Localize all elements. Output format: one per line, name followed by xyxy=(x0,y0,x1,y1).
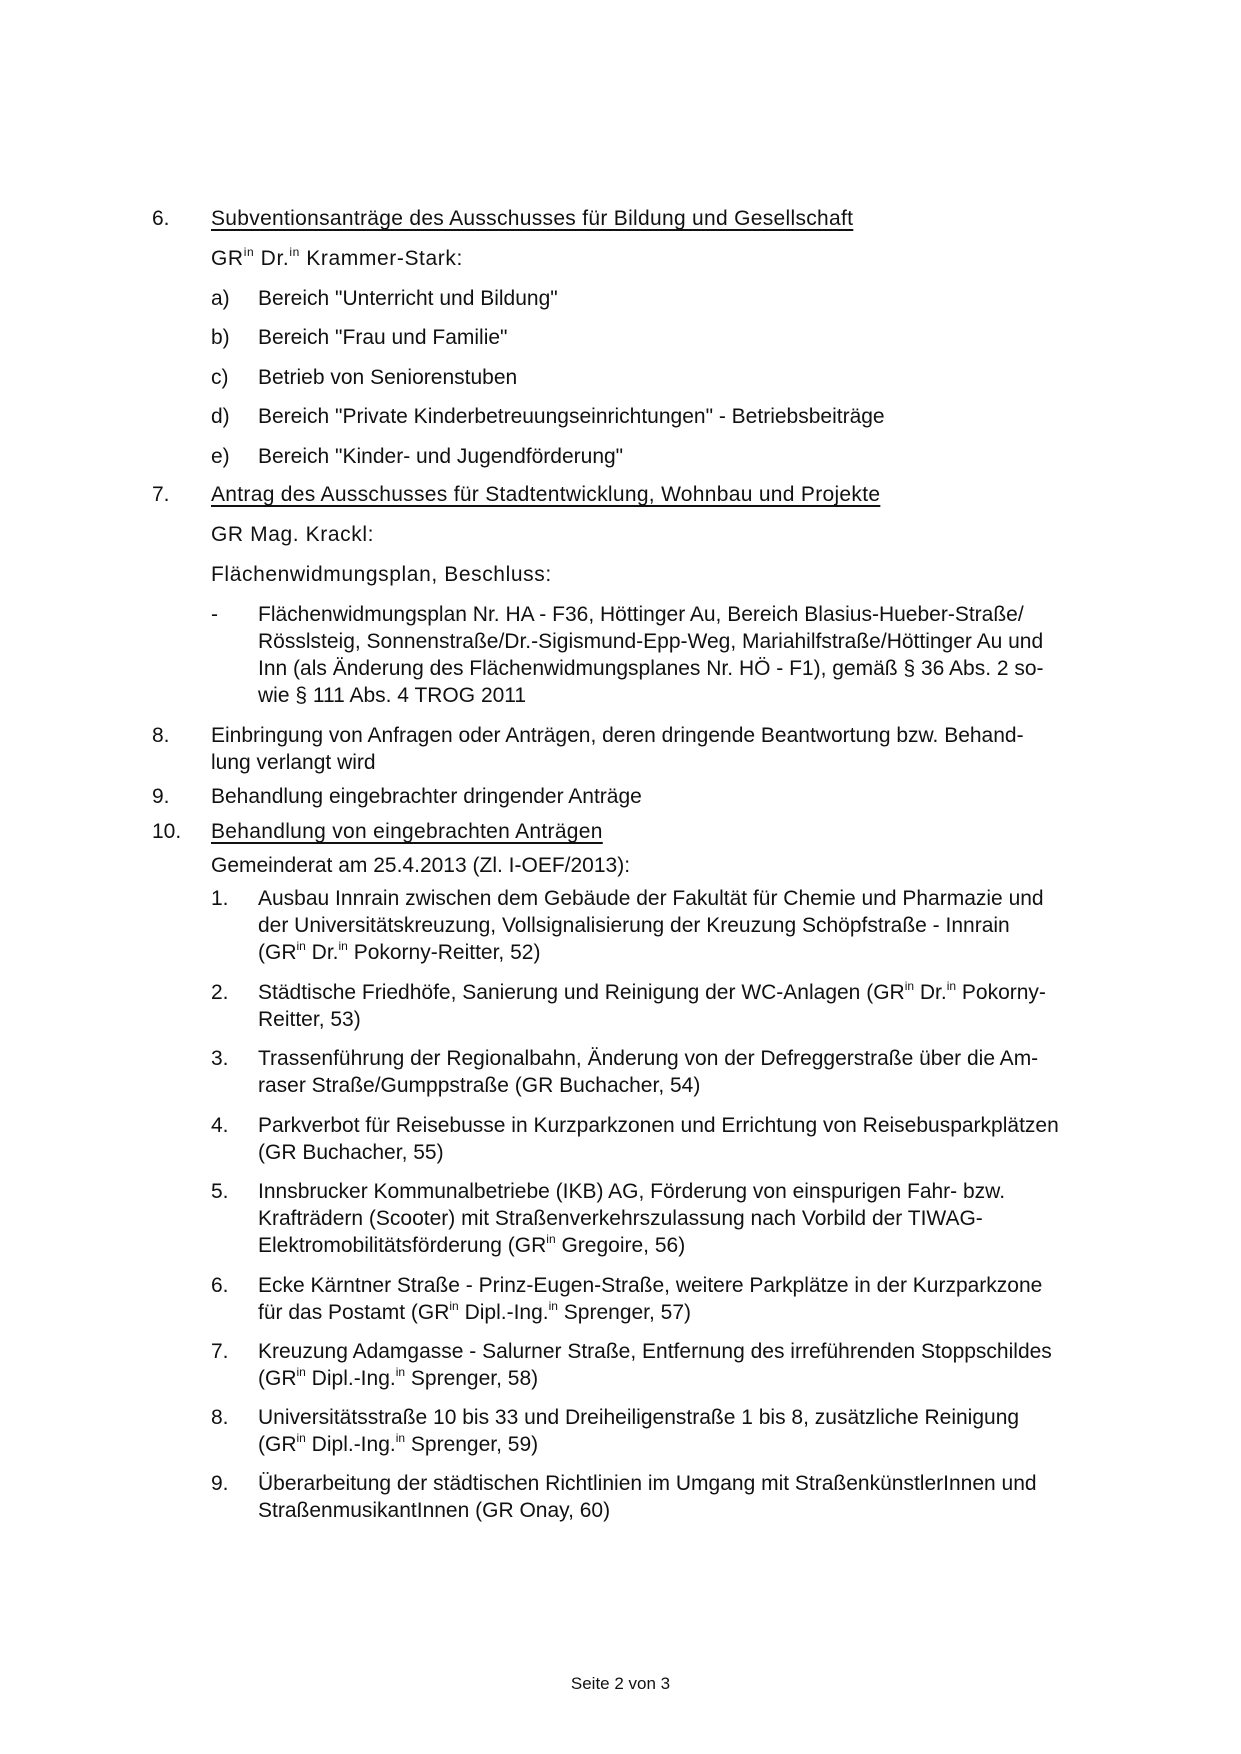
document-page: 6. Subventionsanträge des Ausschusses für Bildung und Gesellschaft $GR^{in}$ Dr.$^{in}$ Krammer-Stark: a) Bereich "Unterricht und Bildung" b) Bereich "Frau und Familie" c) Betrieb von Seniorenstuben d) Bereich "Private Kinderbetreuungseinrichtungen" - Betriebsbeiträge e) Bereich "Kinder- und Jugendförderung" 7. Antrag des Ausschusses für Stadtentwicklung, Wohnbau und Projekte GR Mag. Krackl: Flächenwidmungsplan, Beschluss: - Flächenwidmungsplan Nr. HA - F36, Höttinger Au, Bereich Blasius-Hueber-Straße/ Rösslsteig, Sonnenstraße/Dr.-Sigismund-Epp-Weg, Mariahilfstraße/Höttinger Au und Inn (als Änderung des Flächenwidmungsplanes Nr. HÖ - F1), gemäß § 36 Abs. 2 so- wie § 111 Abs. 4 TROG 2011 8. Einbringung von Anfragen oder Anträgen, deren dringende Beantwortung bzw. Behand- lung verlangt wird 9. Behandlung eingebrachter dringender Anträge 10. Behandlung von eingebrachten Anträgen Gemeinderat am 25.4.2013 (Zl. I-OEF/2013): 1. Ausbau Innrain zwischen dem Gebäude der Fakultät für Chemie und Pharmazie und der Universitätskreuzung, Vollsignalisierung der Kreuzung Schöpfstraße - Innrain ($GR^{in}$ Dr.$^{in}$ Pokorny-Reitter, 52) 2. Städtische Friedhöfe, Sanierung und Reinigung der WC-Anlagen ($GR^{in}$ Dr.$^{in}$ Pokorny- Reitter, 53) 3. Trassenführung der Regionalbahn, Änderung von der Defreggerstraße über die Am- raser Straße/Gumppstraße (GR Buchacher, 54) 4. Parkverbot für Reisebusse in Kurzparkzonen und Errichtung von Reisebusparkplätzen (GR Buchacher, 55) 5. Innsbrucker Kommunalbetriebe (IKB) AG, Förderung von einspurigen Fahr- bzw. Krafträdern (Scooter) mit Straßenverkehrszulassung nach Vorbild der TIWAG- Elektromobilitätsförderung ($GR^{in}$ Gregoire, 56) 6. Ecke Kärntner Straße - Prinz-Eugen-Straße, weitere Parkplätze in der Kurzparkzone für das Postamt ($GR^{in}$ Dipl.-Ing.$^{in}$ Sprenger, 57) 7. Kreuzung Adamgasse - Salurner Straße, Entfernung des irreführenden Stoppschildes ($GR^{in}$ Dipl.-Ing.$^{in}$ Sprenger, 58) 8. Universitätsstraße 10 bis 33 und Dreiheiligenstraße 1 bis 8, zusätzliche Reinigung ($GR^{in}$ Dipl.-Ing.$^{in}$ Sprenger, 59) 9. Überarbeitung der städtischen Richtlinien im Umgang mit StraßenkünstlerInnen und StraßenmusikantInnen (GR Onay, 60) Seite 2 von 3 xyxy=(0,0,1241,1754)
item-number: 8. xyxy=(152,724,170,747)
item-number: 6. xyxy=(152,207,170,230)
item-heading: Behandlung von eingebrachten Anträgen xyxy=(211,820,603,843)
page-footer: Seite 2 von 3 xyxy=(570,1674,671,1693)
item-heading: Antrag des Ausschusses für Stadtentwicklung, Wohnbau und Projekte xyxy=(211,483,881,506)
item-heading: Subventionsanträge des Ausschusses für Bildung und Gesellschaft xyxy=(211,207,854,230)
item-number: 9. xyxy=(152,785,170,808)
item-number: 10. xyxy=(152,820,182,843)
item-number: 7. xyxy=(152,483,170,506)
dash-bullet: - xyxy=(211,603,218,626)
